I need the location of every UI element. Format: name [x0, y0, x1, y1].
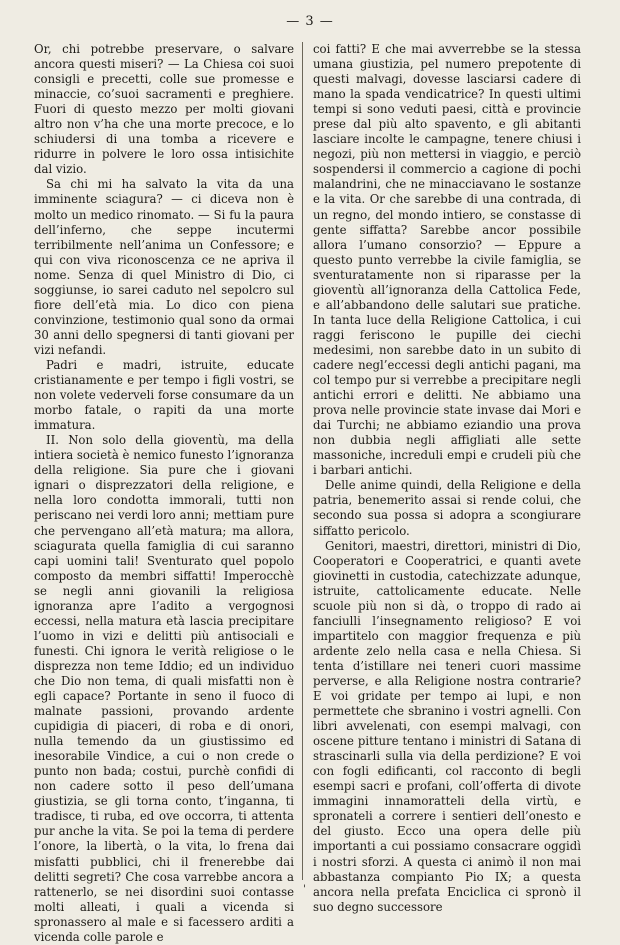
page-number: — 3 — — [286, 14, 334, 29]
paragraph: Sa chi mi ha salvato la vita da una imminente sciagura? — ci diceva non è molto un medico rinomato. — Si fu la paura dell’inferno, che seppe incutermi terribilmente nell’anima un Confessore; e qui con viva riconoscenza ce ne apriva il nome. Senza di quel Ministro di Dio, ci soggiunse, io sarei caduto nel sepolcro sul fiore dell’età mia. Lo dico con piena convinzione, testimonio qual sono da ormai 30 anni dello spegnersi di tanti giovani per vizi nefandi. — [34, 177, 294, 357]
column-divider — [302, 42, 303, 880]
paragraph: Genitori, maestri, direttori, ministri di Dio, Cooperatori e Cooperatrici, e quanti avete giovinetti in custodia, catechizzate adunque, istruite, cattolicamente educate. Nelle scuole più non si dà, o troppo di rado ai fanciulli l’insegnamento religioso? E voi impartitelo con maggior frequenza e più ardente zelo nella casa e nella Chiesa. Si tenta d’istillare nei teneri cuori massime perverse, e alla Religione nostra contrarie? E voi gridate per tempo ai lupi, e non permettete che sbranino i vostri agnelli. Con libri avvelenati, con esempi malvagi, con oscene pitture tentano i ministri di Satana di strascinarli sulla via della perdizione? E voi con fogli edificanti, col racconto di begli esempi sacri e profani, coll’offerta di divote immagini innamoratteli della virtù, e spronateli a correre i sentieri dell’onesto e del giusto. Ecco una opera delle più importanti a cui possiamo consacrare oggidì i nostri sforzi. A questa ci animò il non mai abbastanza compianto Pio IX; a questa ancora nella prefata Enciclica ci spronò il suo degno successore — [313, 538, 581, 914]
right-column — [313, 42, 581, 915]
paragraph: coi fatti? E che mai avverrebbe se la stessa umana giustizia, pel numero prepotente di questi malvagi, dovesse lasciarsi cadere di mano la spada vendicatrice? In questi ultimi tempi si sono veduti paesi, città e provincie prese dal più alto spavento, e gli abitanti lasciare incolte le campagne, tenere chiusi i negozi, più non mettersi in viaggio, e perciò sospendersi il commercio a cagione di pochi malandrini, che ne minacciavano le sostanze e la vita. Or che sarebbe di una contrada, di un regno, del mondo intiero, se constasse di gente siffatta? Sarebbe ancor possibile allora l’umano consorzio? — Eppure a questo punto verrebbe la civile famiglia, se sventuratamente non si riparasse per la gioventù all’ignoranza della Cattolica Fede, e all’abbandono delle salutari sue pratiche. In tanta luce della Religione Cattolica, i cui raggi feriscono le pupille dei ciechi medesimi, non sarebbe dato in un subito di cadere negl’eccessi degli antichi pagani, ma col tempo pur si verrebbe a precipitare negli antichi errori e delitti. Ne abbiamo una prova nelle provincie state invase dai Mori e dai Turchi; ne abbiamo eziandio una prova non dubbia negli affigliati alle sette massoniche, increduli empi e crudeli più che i barbari antichi. — [313, 42, 581, 478]
paragraph: Or, chi potrebbe preservare, o salvare ancora questi miseri? — La Chiesa coi suoi consigli e precetti, colle sue promesse e minaccie, co’suoi sacramenti e preghiere. Fuori di questo mezzo per molti giovani altro non v’ha che una morte precoce, e lo schiudersi di una tomba a ricevere e ridurre in polvere le loro ossa intisichite dal vizio. — [34, 42, 294, 177]
paragraph: II. Non solo della gioventù, ma della intiera società è nemico funesto l’ignoranza della religione. Sia pure che i giovani ignari o disprezzatori della religione, e nella loro condotta immorali, tutti non periscano nei verdi loro anni; mettiam pure che pervengano all’età matura; ma allora, sciagurata quella famiglia di cui saranno capi uomini tali! Sventurato quel popolo composto da membri siffatti! Imperocchè se negli anni giovanili la religiosa ignoranza apre l’adito a vergognosi eccessi, nella matura età lascia precipitare l’uomo in vizi e delitti più antisociali e funesti. Chi ignora le verità religiose o le disprezza non teme Iddio; ed un individuo che Dio non tema, di quali misfatti non è egli capace? Portante in seno il fuoco di malnate passioni, provando ardente cupidigia di piaceri, di roba e di onori, nulla temendo da un giustissimo ed inesorabile Vindice, a cui o non crede o punto non bada; costui, purchè confidi di non cadere sotto il peso dell’umana giustizia, se gli torna conto, t’inganna, ti tradisce, ti ruba, ed ove occorra, ti attenta pur anche la vita. Se poi la tema di perdere l’onore, la libertà, o la vita, lo frena dai misfatti pubblici, chi il frenerebbe dai delitti segreti? Che cosa varrebbe ancora a rattenerlo, se nei disordini suoi contasse molti alleati, i quali a vicenda si spronassero al male e si facessero arditi a vicenda colle parole e — [34, 433, 294, 944]
footer-mark: ' — [303, 884, 306, 895]
paragraph: Padri e madri, istruite, educate cristianamente e per tempo i figli vostri, se non volete vederveli forse consumare da un morbo fatale, o rapiti da una morte immatura. — [34, 357, 294, 433]
paragraph: Delle anime quindi, della Religione e della patria, benemerito assai si rende colui, che secondo sua possa si adopra a scongiurare siffatto pericolo. — [313, 478, 581, 538]
left-column — [34, 42, 294, 945]
